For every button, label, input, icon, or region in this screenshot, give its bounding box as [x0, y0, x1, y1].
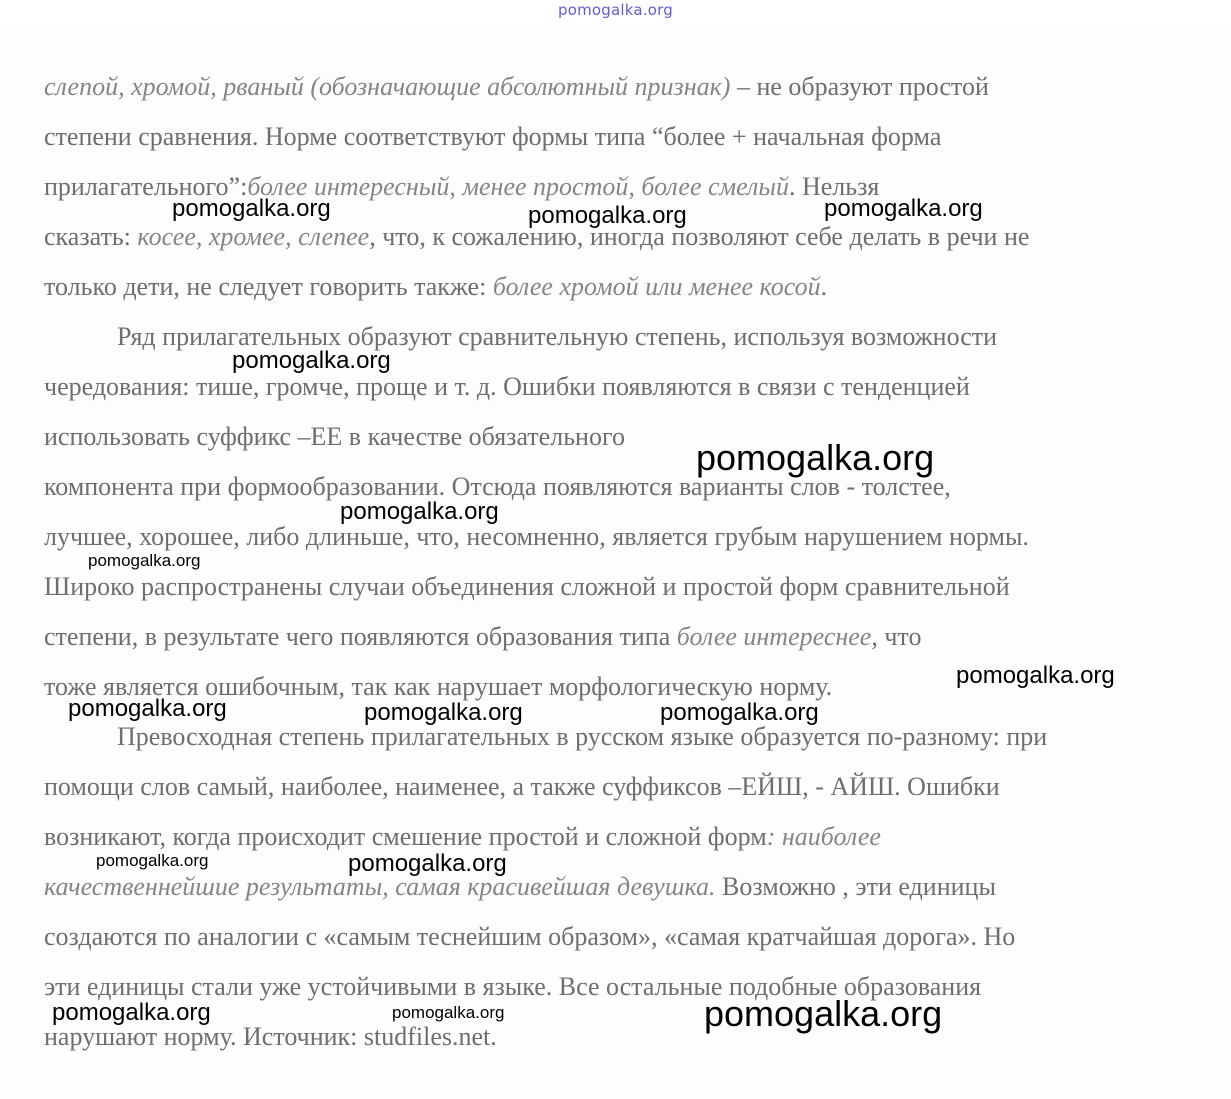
watermark: pomogalka.org: [68, 695, 227, 722]
body-text: использовать суффикс –ЕЕ в качестве обязательного: [44, 422, 625, 451]
watermark: pomogalka.org: [660, 699, 819, 726]
body-text: Возможно , эти единицы: [715, 872, 996, 901]
text-line: [44, 112, 1194, 162]
watermark: pomogalka.org: [824, 195, 983, 222]
body-text: сказать:: [44, 222, 138, 251]
text-line: [44, 512, 1194, 562]
text-line: [44, 612, 1194, 662]
text-line: [44, 362, 1194, 412]
watermark: pomogalka.org: [232, 347, 391, 374]
body-text: эти единицы стали уже устойчивыми в языке. Все остальные подобные образования: [44, 972, 982, 1001]
body-text: .: [820, 272, 828, 301]
body-text: компонента при формообразовании. Отсюда появляются варианты слов - толстее,: [44, 472, 951, 501]
body-text: Превосходная степень прилагательных в русском языке образуется по-разному: при: [117, 722, 1048, 751]
body-text: степени, в результате чего появляются образования типа: [44, 622, 677, 651]
watermark: pomogalka.org: [392, 1003, 505, 1022]
body-text: степени сравнения. Норме соответствуют формы типа “более + начальная форма: [44, 122, 942, 151]
body-text: Ряд прилагательных образуют сравнительную степень, используя возможности: [117, 322, 998, 351]
italic-example-text: : наиболее: [766, 822, 881, 851]
body-text: Широко распространены случаи объединения сложной и простой форм сравнительной: [44, 572, 1010, 601]
body-text: лучшее, хорошее, либо длиньше, что, несомненно, является грубым нарушением нормы.: [44, 522, 1029, 551]
text-line: [44, 562, 1194, 612]
body-text: чередования: тише, громче, проще и т. д. Ошибки появляются в связи с тенденцией: [44, 372, 970, 401]
italic-example-text: более интереснее: [676, 622, 872, 651]
body-text: помощи слов самый, наиболее, наименее, а также суффиксов –ЕЙШ, - АЙШ. Ошибки: [44, 772, 1000, 801]
text-line: [44, 912, 1194, 962]
watermark: pomogalka.org: [528, 202, 687, 229]
text-line: [44, 1012, 1194, 1062]
body-text: – не образуют простой: [730, 72, 989, 101]
text-line: [44, 312, 1194, 362]
watermark: pomogalka.org: [52, 999, 211, 1026]
text-line: [44, 412, 1194, 462]
body-text: , что, к сожалению, иногда позволяют себе делать в речи не: [369, 222, 1030, 251]
text-line: [44, 862, 1194, 912]
italic-example-text: косее, хромее, слепее: [137, 222, 370, 251]
text-line: [44, 462, 1194, 512]
italic-example-text: более хромой или менее косой: [492, 272, 821, 301]
watermark: pomogalka.org: [696, 437, 935, 478]
text-line: [44, 62, 1194, 112]
text-line: [44, 962, 1194, 1012]
italic-example-text: более интересный, менее простой, более смелый: [247, 172, 789, 201]
body-text: тоже является ошибочным, так как нарушает морфологическую норму.: [44, 672, 833, 701]
text-line: [44, 262, 1194, 312]
watermark: pomogalka.org: [956, 662, 1115, 689]
italic-example-text: качественнейшие результаты, самая красивейшая девушка.: [44, 872, 716, 901]
site-header-link[interactable]: pomogalka.org: [558, 1, 673, 19]
body-text: только дети, не следует говорить также:: [44, 272, 493, 301]
body-text: , что: [871, 622, 922, 651]
italic-example-text: слепой, хромой, рваный (обозначающие абсолютный признак): [44, 72, 731, 101]
watermark: pomogalka.org: [340, 498, 499, 525]
watermark: pomogalka.org: [704, 993, 943, 1034]
text-line: [44, 762, 1194, 812]
body-text: прилагательного”:: [44, 172, 248, 201]
body-text: создаются по аналогии с «самым теснейшим образом», «самая кратчайшая дорога». Но: [44, 922, 1016, 951]
body-text: . Нельзя: [788, 172, 880, 201]
text-line: [44, 812, 1194, 862]
watermark: pomogalka.org: [88, 551, 201, 570]
body-text: возникают, когда происходит смешение простой и сложной форм: [44, 822, 767, 851]
watermark: pomogalka.org: [96, 851, 209, 870]
body-text: нарушают норму. Источник: studfiles.net.: [44, 1022, 497, 1051]
watermark: pomogalka.org: [172, 195, 331, 222]
watermark: pomogalka.org: [348, 850, 507, 877]
watermark: pomogalka.org: [364, 699, 523, 726]
